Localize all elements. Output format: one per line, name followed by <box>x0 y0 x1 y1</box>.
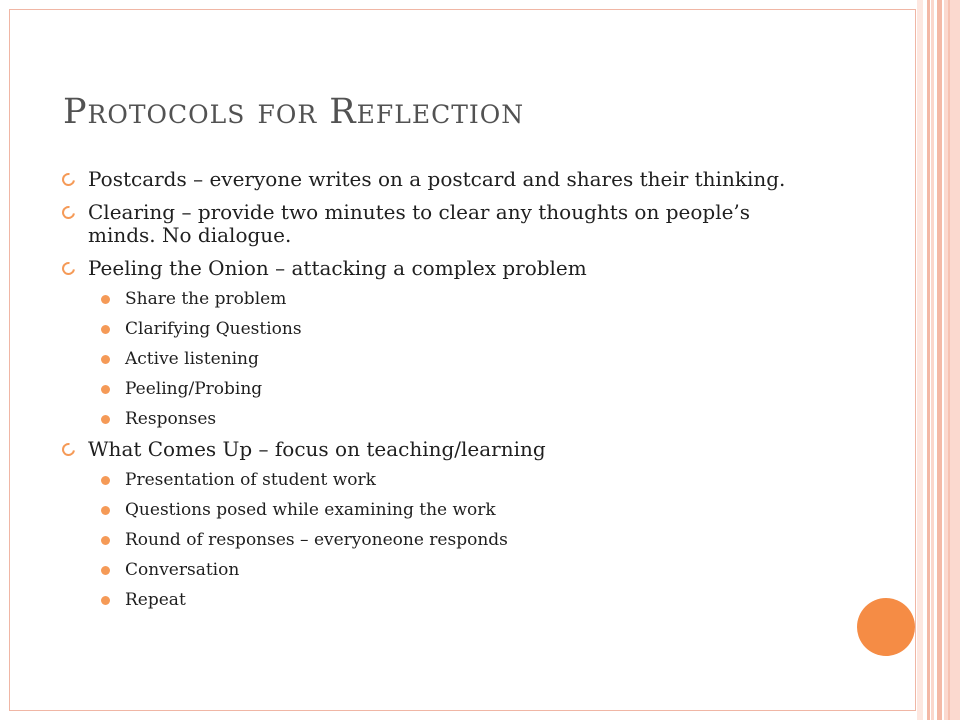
sub-bullet-item <box>58 408 818 430</box>
dot-icon <box>101 596 110 605</box>
bullet-text: Clearing – provide two minutes to clear any thoughts on people’s minds. No dialogue. <box>88 200 751 247</box>
sub-bullet-text: Questions posed while examining the work <box>125 500 496 520</box>
dot-icon <box>101 415 110 424</box>
dot-icon <box>101 385 110 394</box>
dot-icon <box>101 566 110 575</box>
sub-bullet-text: Clarifying Questions <box>125 319 302 339</box>
sub-bullet-item <box>58 469 818 491</box>
sub-bullet-item <box>58 288 818 310</box>
decorative-stripe <box>931 0 934 720</box>
sub-bullet-text: Conversation <box>125 560 240 580</box>
decorative-stripe <box>937 0 942 720</box>
dot-icon <box>101 325 110 334</box>
bullet-item <box>58 168 818 191</box>
sub-bullet-text: Responses <box>125 409 217 429</box>
sub-bullet-item <box>58 589 818 611</box>
bullet-text: What Comes Up – focus on teaching/learning <box>88 437 546 461</box>
sub-bullet-list <box>58 288 818 430</box>
sub-bullet-item <box>58 378 818 400</box>
sub-bullet-item <box>58 348 818 370</box>
sub-bullet-list <box>58 469 818 611</box>
sub-bullet-item <box>58 529 818 551</box>
bullet-icon <box>59 203 77 221</box>
sub-bullet-item <box>58 499 818 521</box>
sub-bullet-item <box>58 318 818 340</box>
sub-bullet-text: Repeat <box>125 590 186 610</box>
decorative-stripe <box>944 0 960 720</box>
bullet-icon <box>59 170 77 188</box>
sub-bullet-item <box>58 559 818 581</box>
sub-bullet-text: Round of responses – everyoneone responds <box>125 530 508 550</box>
bullet-item <box>58 257 818 280</box>
decorative-circle <box>857 598 915 656</box>
bullet-list <box>58 168 818 619</box>
sub-bullet-text: Share the problem <box>125 289 287 309</box>
bullet-item <box>58 201 818 247</box>
dot-icon <box>101 476 110 485</box>
dot-icon <box>101 506 110 515</box>
decorative-stripe <box>917 0 923 720</box>
sub-bullet-text: Presentation of student work <box>125 470 376 490</box>
bullet-icon <box>59 259 77 277</box>
dot-icon <box>101 355 110 364</box>
bullet-text: Peeling the Onion – attacking a complex problem <box>88 256 587 280</box>
sub-bullet-text: Peeling/Probing <box>125 379 263 399</box>
bullet-text: Postcards – everyone writes on a postcard and shares their thinking. <box>88 167 786 191</box>
sub-bullet-text: Active listening <box>125 349 259 369</box>
bullet-icon <box>59 440 77 458</box>
decorative-stripe <box>927 0 930 720</box>
decorative-stripe <box>948 0 950 720</box>
dot-icon <box>101 536 110 545</box>
dot-icon <box>101 295 110 304</box>
bullet-item <box>58 438 818 461</box>
slide-title: Protocols for Reflection <box>63 92 525 132</box>
